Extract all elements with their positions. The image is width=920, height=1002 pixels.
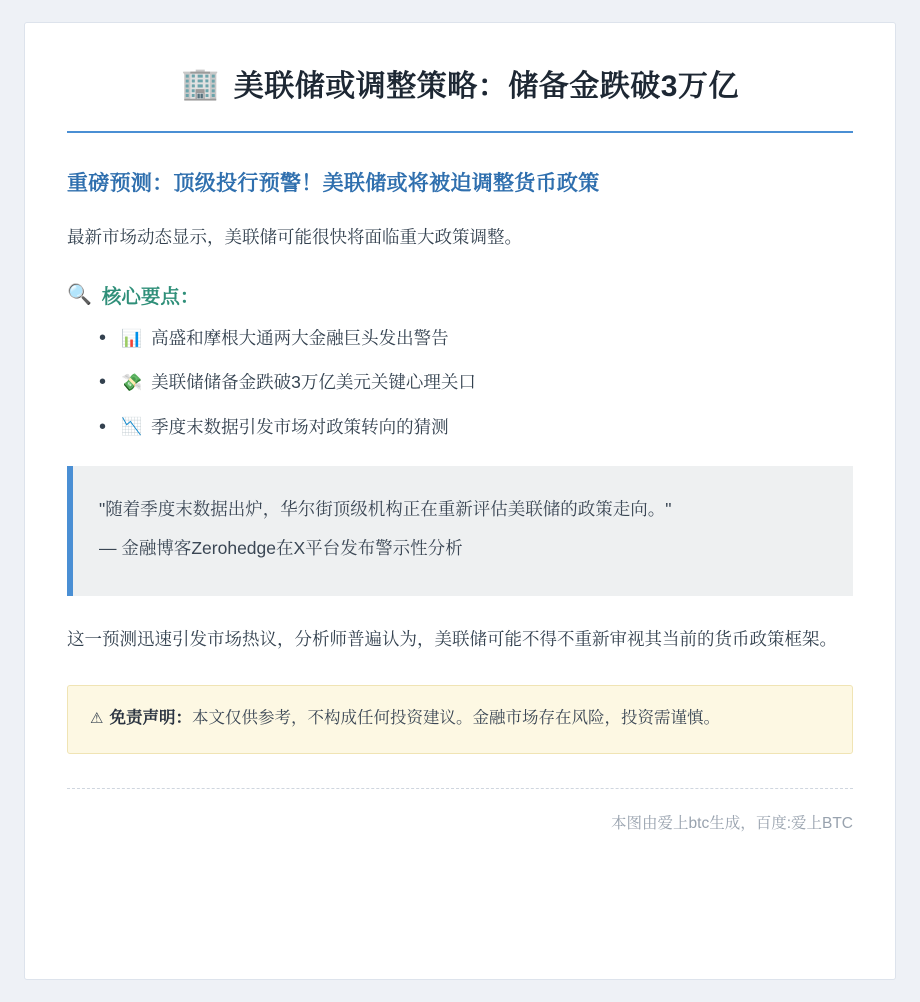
footer-credit-text: 本图由爱上btc生成，百度:爱上BTC — [611, 814, 853, 832]
key-points-list — [67, 325, 853, 440]
list-item — [121, 414, 853, 440]
list-item-label: 美联储储备金跌破3万亿美元关键心理关口 — [151, 372, 476, 393]
article-lead-paragraph: 最新市场动态显示，美联储可能很快将面临重大政策调整。 — [67, 227, 522, 247]
key-points-label: 核心要点： — [101, 286, 200, 308]
magnifier-icon: 🔍 — [67, 284, 92, 306]
bar-chart-icon: • 📊 — [121, 328, 143, 348]
list-item-label: 高盛和摩根大通两大金融巨头发出警告 — [151, 328, 449, 348]
blockquote — [67, 466, 853, 596]
disclaimer-box — [67, 685, 853, 754]
disclaimer-label: 免责声明： — [109, 708, 192, 727]
list-item — [121, 325, 853, 351]
footer-credit — [67, 788, 853, 833]
warning-icon: ⚠ — [90, 709, 104, 727]
quote-attribution: — 金融博客Zerohedge在X平台发布警示性分析 — [99, 537, 463, 558]
article-card — [24, 22, 896, 980]
office-building-icon: 🏢 — [181, 65, 220, 101]
article-body-paragraph: 这一预测迅速引发市场热议，分析师普遍认为，美联储可能不得不重新审视其当前的货币政策框架。 — [67, 629, 837, 649]
quote-text: "随着季度末数据出炉，华尔街顶级机构正在重新评估美联储的政策走向。" — [99, 498, 672, 519]
key-points-heading — [67, 281, 853, 309]
page-title: 美联储或调整策略：储备金跌破3万亿 — [233, 70, 739, 103]
money-flying-icon: • 💸 — [121, 372, 143, 392]
list-item — [121, 369, 853, 395]
disclaimer-text: 本文仅供参考，不构成任何投资建议。金融市场存在风险，投资需谨慎。 — [191, 708, 720, 727]
article-header — [67, 61, 853, 133]
list-item-label: 季度末数据引发市场对政策转向的猜测 — [151, 416, 449, 437]
chart-decreasing-icon: • 📉 — [121, 417, 143, 437]
article-subtitle: 重磅预测：顶级投行预警！美联储或将被迫调整货币政策 — [67, 172, 600, 195]
